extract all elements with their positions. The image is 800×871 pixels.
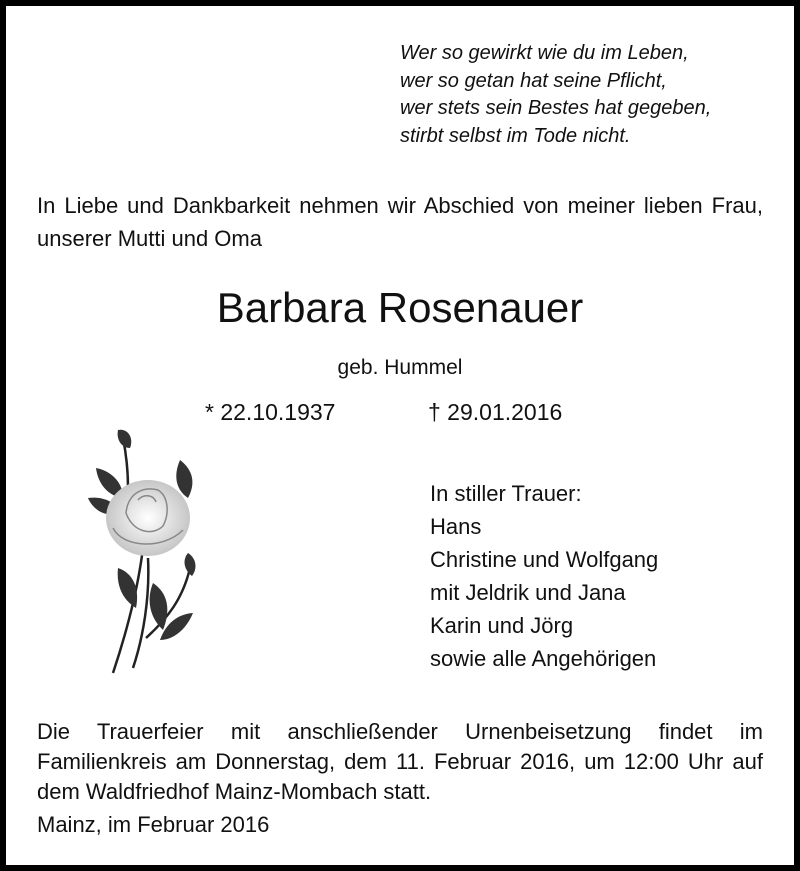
mourner: Karin und Jörg bbox=[430, 613, 574, 638]
birth-date: * 22.10.1937 bbox=[205, 399, 336, 425]
intro-text: In Liebe und Dankbarkeit nehmen wir Abschied von meiner lieben Frau, unserer Mutti und Oma bbox=[37, 193, 763, 251]
mourners-list bbox=[430, 477, 658, 675]
rose-icon bbox=[68, 418, 208, 678]
deceased-name: Barbara Rosenauer bbox=[216, 284, 584, 331]
funeral-details: Die Trauerfeier mit anschließender Urnenbeisetzung findet im Familienkreis am Donnerstag, dem 11. Februar 2016, um 12:00 Uhr auf dem Waldfriedhof Mainz-Mombach statt. bbox=[37, 719, 763, 804]
death-date: † 29.01.2016 bbox=[428, 399, 563, 425]
place-date: Mainz, im Februar 2016 bbox=[37, 812, 270, 837]
mourner: sowie alle Angehörigen bbox=[430, 646, 657, 671]
mourner: mit Jeldrik und Jana bbox=[430, 580, 626, 605]
mourner: Christine und Wolfgang bbox=[430, 547, 659, 572]
poem-line: stirbt selbst im Tode nicht. bbox=[400, 124, 631, 147]
obituary-card bbox=[6, 6, 794, 865]
mourners-heading: In stiller Trauer: bbox=[430, 481, 582, 506]
poem-line: wer so getan hat seine Pflicht, bbox=[400, 69, 667, 92]
mourner: Hans bbox=[430, 514, 482, 539]
poem-line: Wer so gewirkt wie du im Leben, bbox=[400, 42, 689, 64]
maiden-name: geb. Hummel bbox=[337, 356, 463, 379]
poem-line: wer stets sein Bestes hat gegeben, bbox=[400, 97, 712, 119]
poem bbox=[400, 40, 711, 150]
